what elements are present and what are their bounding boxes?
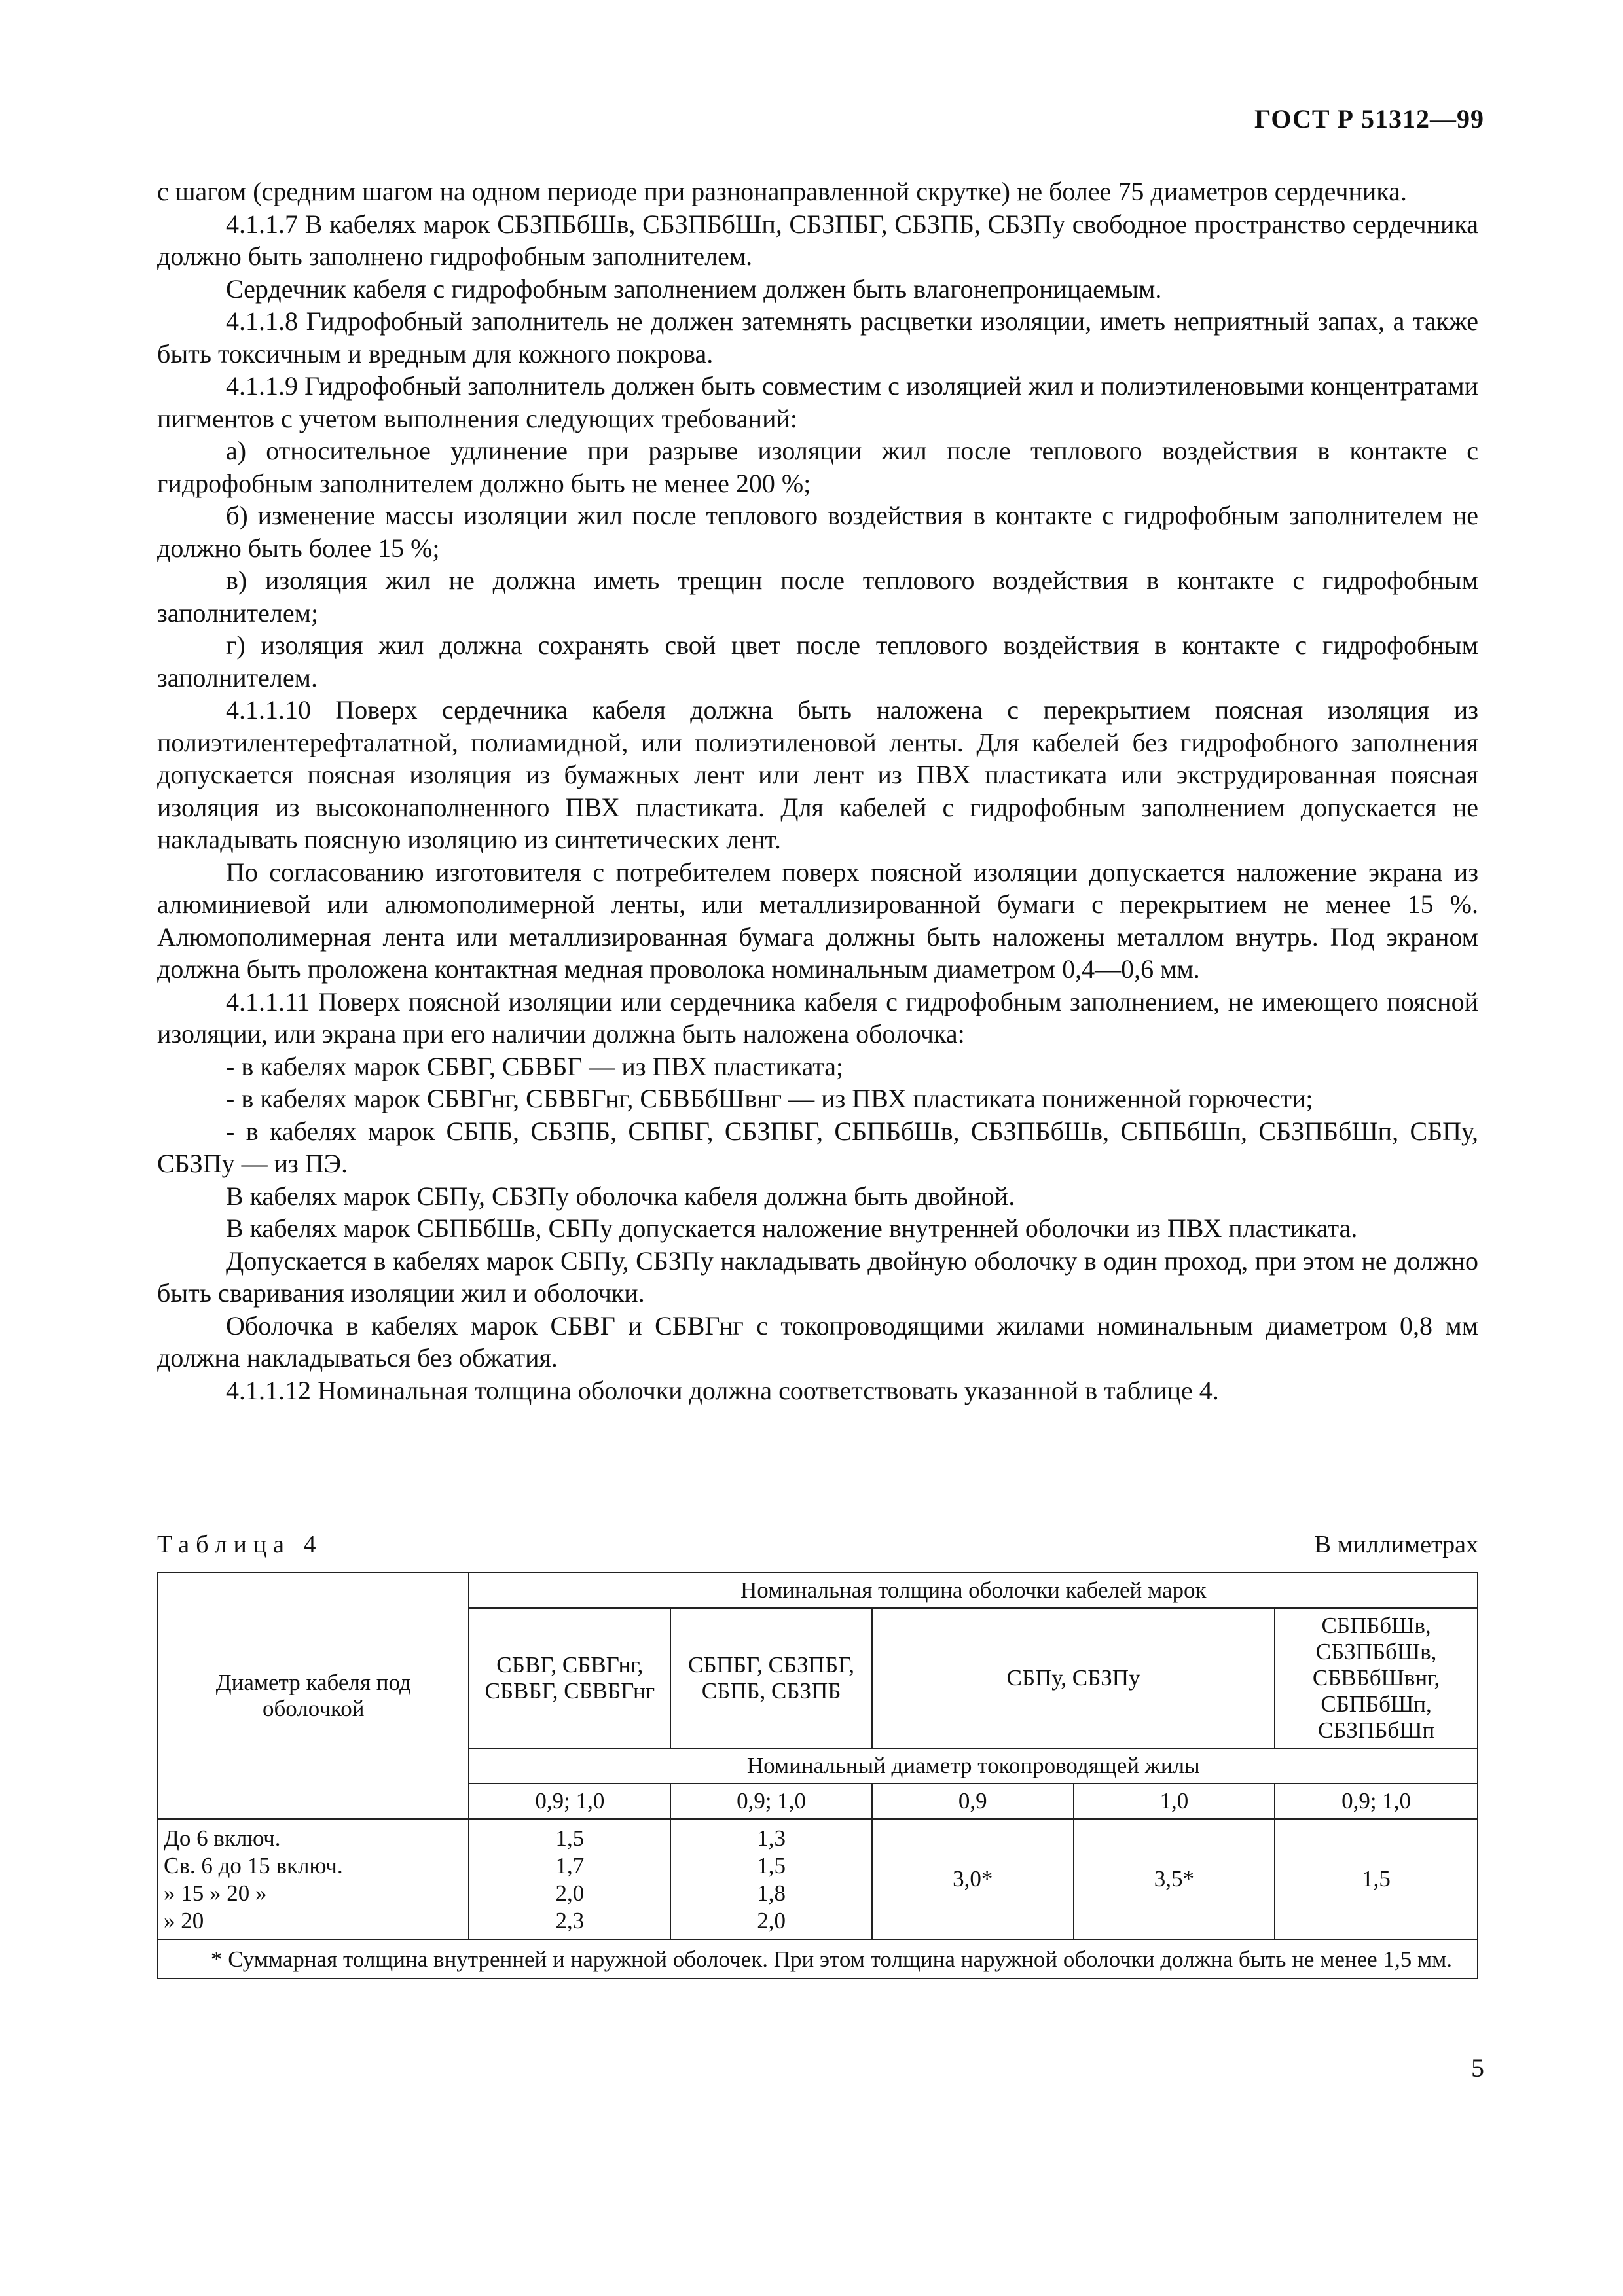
- conductor-diameter-cell: 1,0: [1074, 1784, 1275, 1819]
- list-item: - в кабелях марок СБВГ, СБВБГ — из ПВХ пластиката;: [226, 1051, 844, 1081]
- document-header: ГОСТ Р 51312—99: [1254, 104, 1484, 134]
- sheath-thickness-table: [157, 1572, 1478, 1979]
- row-labels-cell: [158, 1819, 469, 1939]
- table-value: 2,0: [555, 1880, 585, 1906]
- paragraph: 4.1.1.12 Номинальная толщина оболочки должна соответствовать указанной в таблице 4.: [226, 1375, 1219, 1405]
- list-item: б) изменение массы изоляции жил после теплового воздействия в контакте с гидрофобным заполнителем не должно быть более 15 %;: [157, 501, 1478, 563]
- paragraph: 4.1.1.9 Гидрофобный заполнитель должен быть совместим с изоляцией жил и полиэтиленовыми концентратами пигментов с учетом выполнения следующих требований:: [157, 371, 1478, 433]
- table-value: 2,0: [757, 1908, 786, 1933]
- list-item: а) относительное удлинение при разрыве изоляции жил после теплового воздействия в контакте с гидрофобным заполнителем должно быть не менее 200 %;: [157, 436, 1478, 498]
- table-value: 2,3: [555, 1908, 585, 1933]
- paragraph: Оболочка в кабелях марок СБВГ и СБВГнг с токопроводящими жилами номинальным диаметром 0,8 мм должна накладываться без обжатия.: [157, 1310, 1478, 1372]
- table-value: 1,5: [757, 1853, 786, 1878]
- header-brand-group: СБПБГ, СБЗПБГ, СБПБ, СБЗПБ: [670, 1608, 872, 1748]
- values-cell: [469, 1819, 670, 1939]
- conductor-diameter-cell: 0,9; 1,0: [1275, 1784, 1478, 1819]
- header-cable-diameter: Диаметр кабеля под оболочкой: [158, 1573, 469, 1819]
- row-label: До 6 включ.: [164, 1825, 281, 1851]
- paragraph: 4.1.1.10 Поверх сердечника кабеля должна быть наложена с перекрытием поясная изоляция из полиэтилентерефталатной, полиамидной, или полиэтиленовой ленты. Для кабелей без гидрофобного заполнения допускается поясная изоляция из бумажных лент или лент из ПВХ пластиката или экструдированная поясная изоляция из высоконаполненного ПВХ пластиката. Для кабелей с гидрофобным заполнением допускается не накладывать поясную изоляцию из синтетических лент.: [157, 695, 1478, 854]
- paragraph: 4.1.1.7 В кабелях марок СБЗПБбШв, СБЗПБбШп, СБЗПБГ, СБЗПБ, СБЗПу свободное пространство сердечника должно быть заполнено гидрофобным заполнителем.: [157, 209, 1478, 271]
- table-value: 1,8: [757, 1880, 786, 1906]
- paragraph: с шагом (средним шагом на одном периоде при разнонаправленной скрутке) не более 75 диаметров сердечника.: [157, 177, 1407, 206]
- list-item: в) изоляция жил не должна иметь трещин после теплового воздействия в контакте с гидрофобным заполнителем;: [157, 565, 1478, 628]
- header-brand-group: СБВГ, СБВГнг, СБВБГ, СБВБГнг: [469, 1608, 670, 1748]
- header-sheath-thickness: Номинальная толщина оболочки кабелей марок: [469, 1573, 1478, 1608]
- body-text: [157, 175, 1478, 1407]
- paragraph: В кабелях марок СБПу, СБЗПу оболочка кабеля должна быть двойной.: [226, 1181, 1015, 1211]
- list-item: г) изоляция жил должна сохранять свой цвет после теплового воздействия в контакте с гидрофобным заполнителем.: [157, 630, 1478, 692]
- table-value: 3,5*: [1074, 1819, 1275, 1939]
- header-brand-group: СБПу, СБЗПу: [872, 1608, 1275, 1748]
- conductor-diameter-cell: 0,9: [872, 1784, 1074, 1819]
- table-footnote-cell: [158, 1939, 1478, 1979]
- row-label: Св. 6 до 15 включ.: [164, 1853, 343, 1878]
- row-label: » 20: [164, 1908, 204, 1933]
- table-units: В миллиметрах: [1314, 1531, 1478, 1558]
- paragraph: Сердечник кабеля с гидрофобным заполнением должен быть влагонепроницаемым.: [226, 274, 1162, 304]
- table-caption: Таблица 4: [157, 1531, 323, 1558]
- paragraph: В кабелях марок СБПБбШв, СБПу допускается наложение внутренней оболочки из ПВХ пластиката.: [226, 1213, 1358, 1243]
- table-value: 1,7: [555, 1853, 585, 1878]
- values-cell: [670, 1819, 872, 1939]
- row-label: » 15 » 20 »: [164, 1880, 267, 1906]
- table-value: 3,0*: [872, 1819, 1074, 1939]
- table-footnote: * Суммарная толщина внутренней и наружной оболочек. При этом толщина наружной оболочки должна быть не менее 1,5 мм.: [211, 1946, 1452, 1972]
- header-brand-group: СБПБбШв, СБЗПБбШв, СБВБбШвнг, СБПБбШп, СБЗПБбШп: [1275, 1608, 1478, 1748]
- page-number: 5: [1471, 2053, 1484, 2083]
- list-item: - в кабелях марок СБПБ, СБЗПБ, СБПБГ, СБЗПБГ, СБПБбШв, СБЗПБбШв, СБПБбШп, СБЗПБбШп, СБПу, СБЗПу — из ПЭ.: [157, 1116, 1478, 1178]
- paragraph: Допускается в кабелях марок СБПу, СБЗПу накладывать двойную оболочку в один проход, при этом не должно быть сваривания изоляции жил и оболочки.: [157, 1246, 1478, 1308]
- conductor-diameter-cell: 0,9; 1,0: [469, 1784, 670, 1819]
- list-item: - в кабелях марок СБВГнг, СБВБГнг, СБВБбШвнг — из ПВХ пластиката пониженной горючести;: [226, 1084, 1313, 1113]
- paragraph: 4.1.1.8 Гидрофобный заполнитель не должен затемнять расцветки изоляции, иметь неприятный запах, а также быть токсичным и вредным для кожного покрова.: [157, 306, 1478, 368]
- paragraph: 4.1.1.11 Поверх поясной изоляции или сердечника кабеля с гидрофобным заполнением, не имеющего поясной изоляции, или экрана при его наличии должна быть наложена оболочка:: [157, 986, 1478, 1049]
- table-value: 1,5: [555, 1825, 585, 1851]
- paragraph: По согласованию изготовителя с потребителем поверх поясной изоляции допускается наложение экрана из алюминиевой или алюмополимерной ленты, или металлизированной бумаги с перекрытием не менее 15 %. Алюмополимерная лента или металлизированная бумага должны быть наложены металлом внутрь. Под экраном должна быть проложена контактная медная проволока номинальным диаметром 0,4—0,6 мм.: [157, 857, 1478, 984]
- table-value: 1,3: [757, 1825, 786, 1851]
- conductor-diameter-cell: 0,9; 1,0: [670, 1784, 872, 1819]
- header-conductor-diameter: Номинальный диаметр токопроводящей жилы: [469, 1748, 1478, 1784]
- table-value: 1,5: [1275, 1819, 1478, 1939]
